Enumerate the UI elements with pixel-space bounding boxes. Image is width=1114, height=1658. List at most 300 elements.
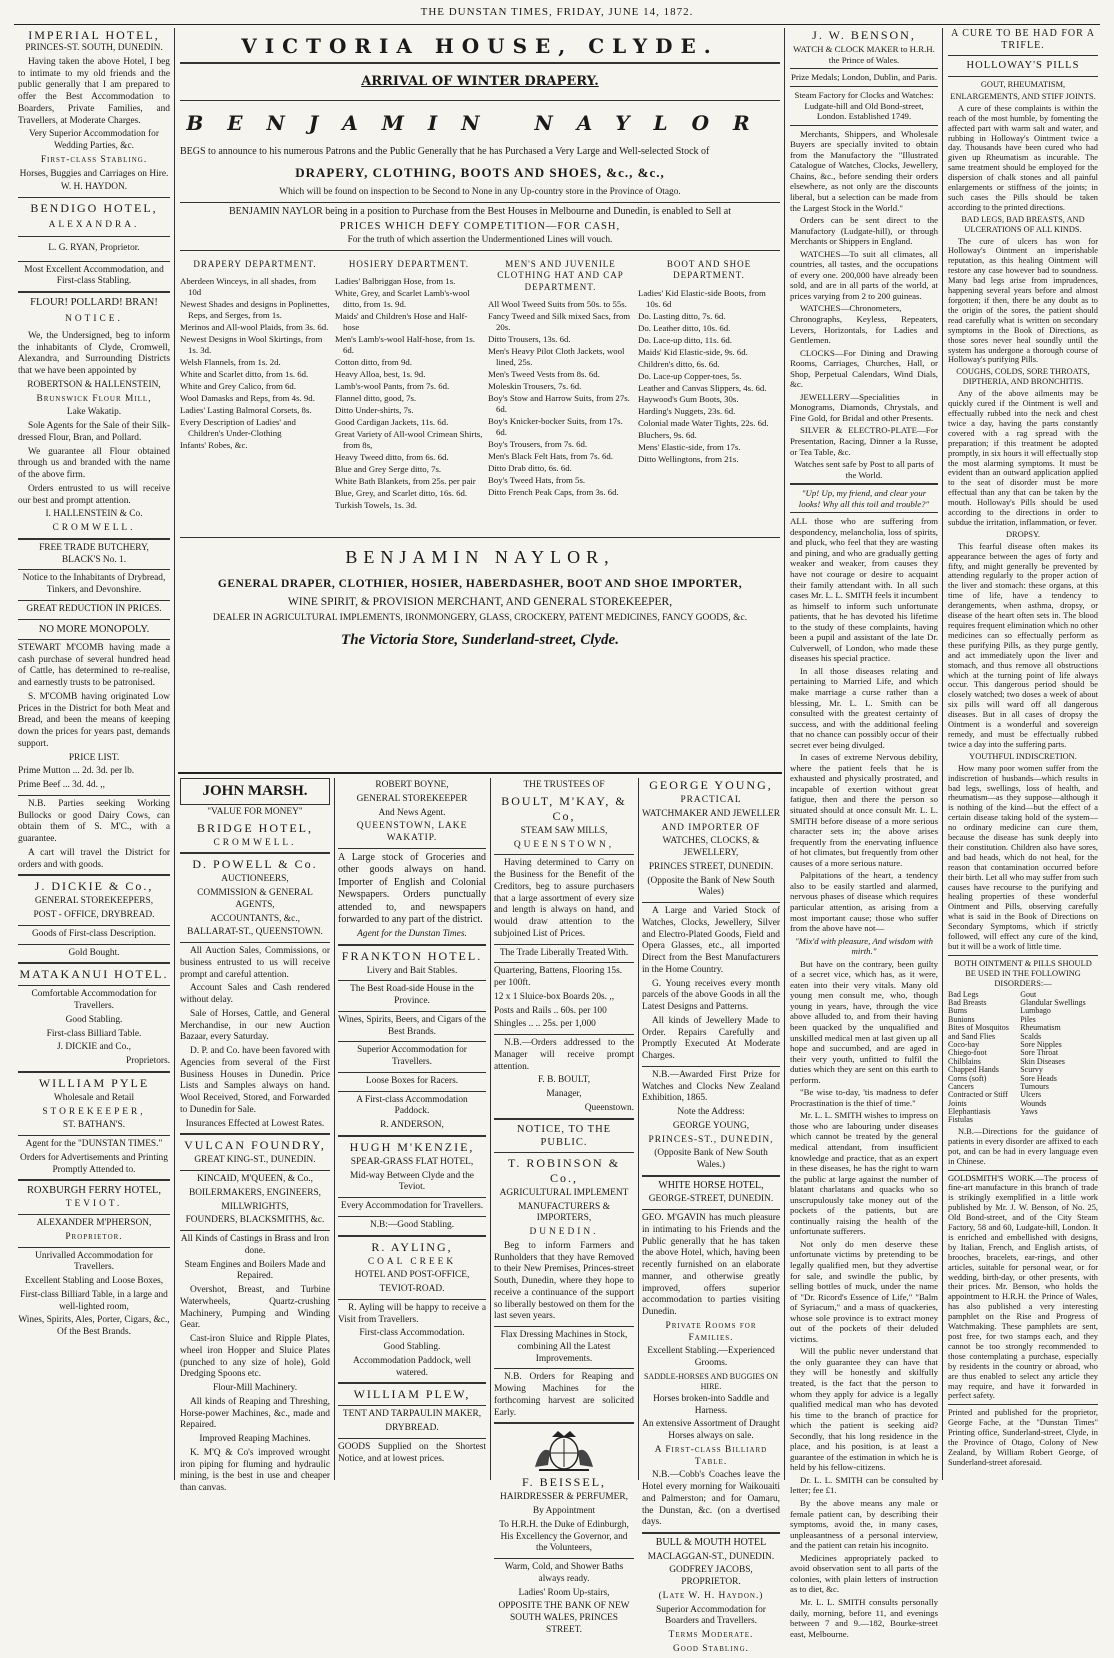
- vulcan-line: Flour-Mill Machinery.: [212, 1383, 298, 1393]
- department-item: Ditto Under-shirts, 7s.: [335, 405, 414, 416]
- vulcan-title: VULCAN FOUNDRY,: [184, 1138, 326, 1153]
- young-title: GEORGE YOUNG,: [649, 778, 773, 792]
- naylor-stock: DRAPERY, CLOTHING, BOOTS AND SHOES, &c., &c.,: [295, 164, 665, 180]
- naylor-truth: For the truth of which assertion the Undermentioned Lines will vouch.: [347, 235, 613, 246]
- frankton-signature: R. ANDERSON,: [380, 1120, 444, 1130]
- robinson-title: T. ROBINSON & Co.,: [507, 1155, 621, 1185]
- holloway-heading: COUGHS, COLDS, SORE THROATS, DIPTHERIA, AND BRONCHITIS.: [956, 367, 1090, 387]
- boyne-title: ROBERT BOYNE,: [375, 780, 449, 790]
- naylor-which: Which will be found on inspection to be Second to None in any Up-country store in the Province of Otago.: [279, 187, 681, 197]
- divider: [18, 795, 170, 796]
- whitehorse-line: Excellent Stabling.—Experienced Grooms.: [647, 1346, 775, 1368]
- department-item: White, Grey, and Scarlet Lamb's-wool ditto, from 1s. 9d.: [335, 288, 470, 310]
- dickie-line: Goods of First-class Description.: [32, 928, 156, 939]
- divider: [948, 955, 1098, 956]
- divider: [790, 483, 938, 485]
- disorder-cell: Wounds: [1020, 1098, 1047, 1108]
- benson-para: Merchants, Shippers, and Wholesale Buyers are specially invited to obtain from the Manufactory the "Illustrated Catalogue of Watches, Clocks, Jewellery, Chains, &c., before sending their orders elsewhere, as not only are the discounts liberal, but a selection can be made from the Largest Stock in the World.": [790, 128, 938, 213]
- imperial-line: First-class Stabling.: [40, 154, 148, 165]
- flour-place: CROMWELL.: [52, 523, 136, 534]
- divider: [18, 236, 170, 237]
- divider: [180, 1170, 330, 1171]
- young-address: Note the Address:: [677, 1107, 745, 1117]
- vulcan-line: All kinds of Reaping and Threshing, Horse-power Machines, &c., made and Repaired.: [180, 1396, 330, 1431]
- pyle-store: STOREKEEPER,: [42, 1106, 146, 1117]
- matakanui-line: Good Stabling.: [65, 1014, 123, 1025]
- young-para: G. Young receives every month parcels of the above Goods in all the Latest Designs and Patterns.: [642, 978, 780, 1012]
- divider: [790, 125, 938, 126]
- divider: [642, 902, 780, 903]
- benson-para: Orders can be sent direct to the Manufactory (Ludgate-hill), or through Merchants or Shippers in England.: [790, 215, 938, 247]
- divider: [494, 1326, 634, 1327]
- young-address: (Opposite Bank of New South Wales.): [654, 1148, 768, 1170]
- holloway-para: Any of the above ailments may be quickly cured if the Ointment is well and effectually rubbed into the neck and chest twice a day, having the parts constantly covered with a rag spread with the preparation; if this treatment be adopted promptly, in six hours it will effectually stop the most alarming symptoms. It must be evident than an outward application applied to the seat of disorder must be more effectual than any that can be taken by the mouth. Holloway's Pills should be used according to the directions in order to subdue the irritation, inflammation, or fever.: [948, 389, 1098, 527]
- divider: [180, 1230, 330, 1231]
- department-item: Infants' Robes, &c.: [180, 440, 248, 451]
- robinson-line: AGRICULTURAL IMPLEMENT: [499, 1187, 629, 1198]
- department-item: Merinos and All-wool Plaids, from 3s. 6d.: [180, 322, 329, 333]
- divider: [642, 1175, 780, 1177]
- roxburgh-title: ROXBURGH FERRY HOTEL,: [26, 1185, 162, 1197]
- divider: [18, 874, 170, 876]
- department-item: Ladies' Kid Elastic-side Boots, from 10s. 6d: [638, 287, 766, 309]
- flour-agents: Sole Agents for the Sale of their Silk-dressed Flour, Bran, and Pollard.: [18, 421, 170, 443]
- divider: [18, 1071, 170, 1073]
- divider: [338, 1405, 486, 1406]
- disorder-cell: Joints: [948, 1098, 967, 1108]
- department-item: Every Description of Ladies' and Children's Under-Clothing: [180, 417, 296, 439]
- bendigo-town: ALEXANDRA.: [48, 220, 140, 230]
- divider: [338, 1011, 486, 1012]
- disorder-cell: Sore Nipples: [1020, 1039, 1062, 1049]
- roxburgh-line: Excellent Stabling and Loose Boxes,: [24, 1276, 164, 1287]
- bendigo-proprietor: L. G. RYAN, Proprietor.: [48, 242, 140, 253]
- department-item: Flannel ditto, good, 7s.: [335, 393, 417, 404]
- department-item: Welsh Flannels, from 1s. 2d.: [180, 357, 281, 368]
- department-item: White and Scarlet ditto, from 1s. 6d.: [180, 369, 309, 380]
- mills-rate: Shingles .. .. 25s. per 1,000: [494, 1019, 596, 1030]
- column-rule: [784, 28, 785, 1480]
- boyne-line: And News Agent.: [378, 807, 446, 818]
- imperial-line: Very Superior Accommodation for Wedding Parties, &c.: [29, 129, 159, 151]
- robinson-line: MANUFACTURERS & IMPORTERS,: [518, 1201, 610, 1224]
- butchery-body: S. M'COMB having originated Low Prices in the District for both Meat and Bread, and been the means of keeping down the prices for years past, demands support.: [18, 691, 170, 749]
- naylor-position: BENJAMIN NAYLOR being in a position to Purchase from the Best Houses in Melbourne and Dunedin, is enabled to Sell at: [228, 205, 732, 217]
- disorder-cell: Chiego-foot: [948, 1048, 987, 1058]
- whitehorse-title: WHITE HORSE HOTEL,: [658, 1179, 764, 1191]
- flour-mill: Brunswick Flour Mill,: [36, 393, 152, 404]
- divider: [18, 1247, 170, 1248]
- divider: [494, 1422, 634, 1424]
- divider: [948, 1404, 1098, 1405]
- benson-line: Prize Medals; London, Dublin, and Paris.: [790, 72, 938, 83]
- column-rule: [334, 778, 335, 1480]
- disorder-cell: Contracted or Stiff: [948, 1090, 1008, 1100]
- naylor-trades: GENERAL DRAPER, CLOTHIER, HOSIER, HABERDASHER, BOOT AND SHOE IMPORTER,: [217, 577, 743, 590]
- frankton-title: FRANKTON HOTEL.: [341, 948, 483, 963]
- mills-rate: Posts and Rails .. 60s. per 100: [494, 1005, 607, 1016]
- smith-para: Will the public never understand that the only guarantee they can have that they will be honestly and skilfully treated, is the fact that the person to whom they apply for advice is a legally qualified medical man who has devoted his time to the branch of practice for which the patient is seeking aid? Secondly, that his long residence in the place, and his position, is at least a guarantee of the estimation in which he is held by his fellow-citizens.: [790, 1346, 938, 1473]
- roxburgh-name: ALEXANDER M'PHERSON,: [36, 1218, 152, 1229]
- divider: [180, 250, 780, 251]
- mills-nb: N.B.—Orders addressed to the Manager will receive prompt attention.: [494, 1038, 634, 1072]
- divider: [642, 1209, 780, 1210]
- divider: [18, 569, 170, 570]
- smith-para: Palpitations of the heart, a tendency also to be easily startled and alarmed, nervous phases of disease which requires particular attention, as arising from a most important cause; those who suffer from the above have not—: [790, 870, 938, 934]
- dickie-title: J. DICKIE & Co.,: [34, 879, 154, 894]
- mills-rate: Quartering, Battens, Flooring 15s. per 100ft.: [494, 966, 623, 988]
- frankton-line: A First-class Accommodation Paddock.: [356, 1094, 468, 1117]
- holloway-para: The cure of ulcers has won for Holloway's Ointment an imperishable reputation, as this healing Ointment will restore any case however bad to soundness. Many bad legs arise from imprudences, happening several years before and almost forgotten; if then, there be any doubt as to the origin of the sores, the patient should read carefully what is written on secondary symptoms in the Book of Directions, as those sores never heal soundly until the system has undergone a thorough course of Holloway's purifying Pills.: [948, 236, 1098, 365]
- matakanui-signature: J. DICKIE and Co.,: [57, 1042, 131, 1053]
- department-item: Fancy Tweed and Silk mixed Sacs, from 20s.: [488, 310, 631, 332]
- disorder-cell: Burns: [948, 1006, 968, 1016]
- smith-quote: "Up! Up, my friend, and clear your looks! Why all this toil and trouble?": [798, 488, 930, 509]
- young-address: PRINCES-ST., DUNEDIN,: [648, 1134, 774, 1145]
- flour-title: FLOUR! POLLARD! BRAN!: [30, 297, 158, 308]
- column-rule: [174, 28, 175, 1480]
- disorder-cell: Cancers: [948, 1081, 974, 1091]
- department-title: DRAPERY DEPARTMENT.: [193, 259, 317, 270]
- mills-rate: 12 x 1 Sluice-box Boards 20s. ,,: [494, 991, 615, 1002]
- benson-para: JEWELLERY—Specialities in Monograms, Diamonds, Chrystals, and Fine Gold, for Bridal and other Presents.: [790, 391, 938, 423]
- holloway-heading: ENLARGEMENTS, AND STIFF JOINTS.: [950, 91, 1096, 101]
- roxburgh-line: Unrivalled Accommodation for Travellers.: [35, 1250, 153, 1273]
- mckenzie-line: Mid-way Between Clyde and the Teviot.: [350, 1170, 474, 1193]
- department-title: MEN'S AND JUVENILE CLOTHING HAT AND CAP DEPARTMENT.: [497, 259, 624, 292]
- department-item: Boy's Trousers, from 7s. 6d.: [488, 438, 588, 449]
- naylor-arrival: ARRIVAL OF WINTER DRAPERY.: [361, 74, 599, 89]
- bull-line: MACLAGGAN-ST., DUNEDIN.: [647, 1551, 775, 1562]
- bull-line: GODFREY JACOBS, PROPRIETOR.: [669, 1565, 753, 1587]
- smith-para: Mr. L. L. SMITH wishes to impress on those who are labouring under diseases which cannot be treated by the general medical attendant, from insufficient knowledge and practice, that as an expert in these diseases, he has the right to warn the public at large against the number of blatant charlatans and quacks who so unscrupulously take money out of the pockets of the patients, but are continually raising the health of the unfortunate sufferers.: [790, 1110, 938, 1237]
- department-item: Maids' Kid Elastic-side, 9s. 6d.: [638, 346, 748, 357]
- powell-para: Sale of Horses, Cattle, and General Merchandise, in our new Auction Bazaar, every Saturday.: [180, 1008, 330, 1043]
- bull-line: (Late W. H. Haydon.): [658, 1590, 764, 1601]
- divider: [338, 1438, 486, 1439]
- robinson-notice: NOTICE, TO THE PUBLIC.: [516, 1123, 612, 1148]
- bull-line: Superior Accommodation for Boarders and Travellers.: [656, 1604, 766, 1627]
- naylor-name-2: BENJAMIN NAYLOR,: [345, 547, 615, 568]
- matakanui-line: Comfortable Accommodation for Travellers.: [31, 989, 157, 1011]
- flour-notice: NOTICE.: [65, 314, 123, 325]
- benson-title: J. W. BENSON,: [812, 28, 916, 42]
- smith-para: But have on the contrary, been guilty of a secret vice, which has, as it were, eaten into their very vitals. Many old young men consult me, who, though young in years, have, through the vice above alluded to, and from their having been quacked by the unqualified and unskilled medical men at last given up all hope and succumbed, and are aged in their very youth, unfitted to fulfil the duties which they are sent on this earth to perform.: [790, 958, 938, 1085]
- smith-para: Dr. L. L. SMITH can be consulted by letter; fee £1.: [790, 1474, 938, 1496]
- powell-para: All Auction Sales, Commissions, or business entrusted to us will receive prompt and careful attention.: [180, 946, 330, 980]
- marsh-town: CROMWELL.: [213, 837, 297, 848]
- pyle-agent: Agent for the "DUNSTAN TIMES.": [25, 1139, 163, 1149]
- holloway-heading: BOTH OINTMENT & PILLS SHOULD BE USED IN THE FOLLOWING DISORDERS:—: [954, 958, 1092, 988]
- holloway-nb: N.B.—Directions for the guidance of patients in every disorder are affixed to each pot, and can be had in every language even in Chinese.: [948, 1126, 1098, 1166]
- frankton-line: Wines, Spirits, Beers, and Cigars of the Best Brands.: [338, 1014, 486, 1037]
- vulcan-line: Improved Reaping Machines.: [199, 1434, 311, 1444]
- benson-para: WATCHES—To suit all climates, all countries, all tastes, and the occupations of every one. 200,000 have already been sold, and are in all parts of the world, at prices varying from 2 to 200 guineas.: [790, 248, 938, 301]
- plew-line: DRYBREAD.: [385, 1423, 439, 1433]
- disorder-cell: Tumours: [1020, 1081, 1049, 1091]
- flour-lake: Lake Wakatip.: [66, 407, 122, 418]
- divider: [338, 1072, 486, 1073]
- price-row: Prime Beef ... 3d. 4d. ,,: [18, 780, 105, 790]
- roxburgh-line: Wines, Spirits, Ales, Porter, Cigars, &c., Of the Best Brands.: [18, 1315, 170, 1338]
- goldsmith-notice: GOLDSMITH'S WORK.—The process of fine-art manufacture in this branch of trade is strikingly exemplified in a little work published by Mr. J. W. Benson, of No. 25, Old Bond-street, and of the City Steam Factory, 58 and 60, Ludgate-hill, London. It is enriched and embellished with designs, by Italian, French, and English artists, of brooches, bracelets, ear-rings, and other articles, suitable for personal wear, or for wedding, birth-day, or other presents, with their prices. Mr. Benson, who holds the appointment to H.R.H. the Prince of Wales, has also published a very interesting pamphlet on the Rise and Progress of Watchmaking. These pamphlets are sent, post free, for two stamps each, and they cannot be too strongly recommended to those contemplating a purchase, especially by residents in the country or abroad, who are thus enabled to select any article they may require, and have it forwarded in perfect safety.: [948, 1173, 1098, 1401]
- young-para: A Large and Varied Stock of Watches, Clocks, Jewellery, Silver and Electro-Plated Goods, Field and Opera Glasses, etc., all imported Direct from the Best Manufacturers in the Home Country.: [642, 906, 780, 975]
- holloway-heading: GOUT, RHEUMATISM,: [980, 79, 1066, 89]
- column-rule: [942, 28, 943, 1480]
- holloway-para: A cure of these complaints is within the reach of the most humble, by fomenting the affected part with warm salt and water, and rubbing in Holloway's Ointment twice a day. Thousands have been cured who had given up Rheumatism as incurable. The same treatment should be employed for the dispersion of chalk stones and all painful enlargements or stiffness of the joints; in such cases the Pills should be taken according to the printed directions.: [948, 103, 1098, 212]
- department-item: Ditto French Peak Caps, from 3s. 6d.: [488, 486, 619, 497]
- divider: [790, 86, 938, 87]
- divider: [494, 1368, 634, 1369]
- ayling-line: COAL CREEK: [367, 1256, 457, 1267]
- flour-body: We, the Undersigned, beg to inform the inhabitants of Clyde, Cromwell, Alexandra, and Surrounding Districts that we have been appointed by: [18, 330, 170, 377]
- department-item: Haywood's Gum Boots, 30s.: [638, 394, 739, 405]
- divider: [18, 1179, 170, 1181]
- masthead: THE DUNSTAN TIMES, FRIDAY, JUNE 14, 1872.: [420, 6, 694, 18]
- whitehorse-line: N.B.—Cobb's Coaches leave the Hotel every morning for Waikouaiti and Palmerston; and for Oamaru, the Dunstan, &c. (on a dvertised days.: [642, 1470, 780, 1528]
- disorder-cell: Sore Throat: [1020, 1048, 1059, 1058]
- butchery-great: GREAT REDUCTION IN PRICES.: [26, 603, 162, 614]
- young-line: WATCHMAKER AND JEWELLER: [642, 808, 781, 819]
- divider: [642, 1532, 780, 1534]
- royal-crest-icon: [529, 1427, 599, 1473]
- ayling-title: R. AYLING,: [371, 1239, 453, 1254]
- department-item: Bluchers, 9s. 6d.: [638, 430, 697, 441]
- disorder-cell: Skin Diseases: [1020, 1056, 1065, 1066]
- butchery-name: BLACK'S No. 1.: [61, 554, 127, 565]
- whitehorse-line: A First-class Billiard Table.: [654, 1444, 768, 1467]
- marsh-title: JOHN MARSH.: [202, 783, 308, 799]
- benson-line: Steam Factory for Clocks and Watches: Ludgate-hill and Old Bond-street, London. Established 1749.: [794, 90, 934, 122]
- column-rule: [490, 778, 491, 1480]
- holloway-heading: DROPSY.: [1005, 529, 1041, 539]
- mills-line: QUEENSTOWN,: [513, 839, 615, 850]
- disorder-cell: Chilblains: [948, 1056, 981, 1066]
- department-item: White Bath Blankets, from 25s. per pair: [335, 476, 476, 487]
- divider: [18, 197, 170, 198]
- smith-para: "Be wise to-day, 'tis madness to defer Procrastination is the thief of time.": [790, 1087, 938, 1108]
- butchery-monopoly: NO MORE MONOPOLY.: [38, 623, 150, 635]
- department-item: All Wool Tweed Suits from 50s. to 55s.: [488, 298, 627, 309]
- department-item: Maids' and Children's Hose and Half-hose: [335, 311, 468, 333]
- department-item: Newest Shades and designs in Poplinettes, Reps, and Serges, from 1s.: [180, 299, 330, 321]
- divider: [494, 854, 634, 855]
- pyle-orders: Orders for Advertisements and Printing Promptly Attended to.: [20, 1152, 168, 1175]
- printer-imprint: Printed and published for the proprietor, George Fache, at the "Dunstan Times" Printing office, Sunderland-street, Clyde, in the Province of Otago, Colony of New Zealand, by William Robert George, of Sunderland-street aforesaid.: [948, 1408, 1098, 1467]
- divider: [338, 1216, 486, 1217]
- price-list-title: PRICE LIST.: [68, 752, 120, 763]
- divider: [494, 1034, 634, 1035]
- divider: [338, 1041, 486, 1042]
- divider: [338, 848, 486, 849]
- divider: [338, 1091, 486, 1092]
- beissel-line: By Appointment: [532, 1506, 596, 1516]
- department-item: Blue, Grey, and Scarlet ditto, 16s. 6d.: [335, 488, 468, 499]
- department-item: Mens' Elastic-side, from 17s.: [638, 442, 741, 453]
- plew-line: GOODS Supplied on the Shortest Notice, and at lowest prices.: [338, 1441, 486, 1464]
- divider: [18, 1214, 170, 1215]
- department-item: Cotton ditto, from 9d.: [335, 357, 412, 368]
- department-boots: [638, 259, 780, 466]
- whitehorse-line: GEORGE-STREET, DUNEDIN.: [648, 1194, 774, 1205]
- department-list: [488, 299, 633, 498]
- column-5: [948, 28, 1098, 1470]
- young-line: PRACTICAL: [680, 795, 742, 805]
- ayling-line: HOTEL AND POST-OFFICE,: [354, 1270, 470, 1281]
- divider: [790, 68, 938, 69]
- department-list: [638, 288, 780, 466]
- disorder-cell: Gout: [1020, 989, 1037, 999]
- mills-title: BOULT, M'KAY, & Co,: [501, 793, 627, 823]
- divider: [948, 76, 1098, 77]
- young-address: GEORGE YOUNG,: [672, 1120, 750, 1131]
- department-item: Men's Tweed Vests from 8s. 6d.: [488, 368, 600, 379]
- divider: [180, 1133, 330, 1135]
- frankton-line: The Best Road-side House in the Province.: [350, 984, 474, 1006]
- young-para: All kinds of Jewellery Made to Order. Repairs Carefully and Promptly Executed At Moderate Charges.: [642, 1015, 780, 1061]
- benson-para: CLOCKS—For Dining and Drawing Rooms, Carriages, Churches, Hall, or Shop, Perpetual Calendars, Wind Dials, &c.: [790, 347, 938, 390]
- whitehorse-line: Horses broken-into Saddle and Harness.: [653, 1393, 769, 1416]
- department-hosiery: [335, 259, 483, 512]
- plew-title: WILLIAM PLEW,: [353, 1387, 471, 1402]
- boyne-agent: Agent for the Dunstan Times.: [357, 928, 467, 939]
- vulcan-line: All Kinds of Castings in Brass and Iron done.: [180, 1234, 330, 1256]
- vulcan-firm: KINCAID, M'QUEEN, & Co.,: [196, 1174, 313, 1184]
- ayling-line: R. Ayling will be happy to receive a Visit from Travellers.: [338, 1302, 486, 1325]
- department-item: Do. Leather ditto, 10s. 6d.: [638, 322, 731, 333]
- divider: [338, 1299, 486, 1300]
- robinson-body: Beg to inform Farmers and Runholders that they have Removed to their New Premises, Princes-street South, Dunedin, where they hope to receive a continuance of the support so liberally bestowed on them for the last seven years.: [494, 1240, 634, 1322]
- roxburgh-town: TEVIOT.: [65, 1199, 123, 1210]
- imperial-body: Having taken the above Hotel, I beg to intimate to my old friends and the public generally that I am prepared to offer the Best Accommodation to Boarders, Private Families, and Travellers, at Moderate Charges.: [18, 56, 170, 126]
- department-drapery: [180, 259, 330, 452]
- disorder-cell: Coco-bay: [948, 1039, 980, 1049]
- flour-firm: ROBERTSON & HALLENSTEIN,: [27, 379, 161, 390]
- benson-para: SILVER & ELECTRO-PLATE—For Presentation, Racing, Dinner a la Russe, or Tea Table, &c.: [790, 425, 938, 457]
- vulcan-trade: BOILERMAKERS, ENGINEERS,: [188, 1187, 322, 1198]
- divider: [790, 512, 938, 513]
- department-item: Aberdeen Winceys, in all shades, from 10d: [180, 276, 317, 298]
- boyne-body: A Large stock of Groceries and other goods always on hand. Importer of English and Colonial Newspapers. Orders punctually attended to, and newspapers forwarded to any part of the district.: [338, 851, 486, 926]
- department-item: Leather and Canvas Slippers, 4s. 6d.: [638, 382, 767, 393]
- divider: [18, 619, 170, 620]
- divider: [180, 202, 780, 203]
- disorder-cell: Fistulas: [948, 1115, 973, 1125]
- mills-signature: F. B. BOULT,: [537, 1075, 591, 1086]
- disorder-cell: Yaws: [1020, 1107, 1038, 1117]
- mills-manager: Manager,: [546, 1089, 582, 1099]
- department-item: Children's ditto, 6s. 6d.: [638, 358, 720, 369]
- mills-line: STEAM SAW MILLS,: [520, 825, 608, 836]
- bendigo-line: Most Excellent Accommodation, and First-class Stabling.: [24, 264, 164, 287]
- department-item: Heavy Tweed ditto, from 6s. 6d.: [335, 452, 449, 463]
- vulcan-trade: MILLWRIGHTS,: [221, 1201, 289, 1212]
- imperial-line: Horses, Buggies and Carriages on Hire.: [19, 168, 169, 179]
- divider: [642, 1066, 780, 1067]
- divider: [338, 1382, 486, 1384]
- department-item: Lamb's-wool Pants, from 7s. 6d.: [335, 381, 450, 392]
- matakanui-prop: Proprietors.: [125, 1056, 170, 1066]
- disorder-cell: Chapped Hands: [948, 1065, 999, 1075]
- disorder-cell: Bad Breasts: [948, 998, 987, 1008]
- powell-line: COMMISSION & GENERAL AGENTS,: [197, 888, 313, 910]
- frankton-line: Superior Accommodation for Travellers.: [357, 1045, 467, 1067]
- vulcan-line: Overshot, Breast, and Turbine Waterwheels, Quartz-crushing Machinery, Pumping and Winding Gear.: [180, 1285, 330, 1331]
- disorder-cell: and Sand Flies: [948, 1031, 996, 1041]
- smith-para: By the above means any male or female patient can, by describing their symptoms, avoid the, in many cases, unpleasantness of a personal interview, and the patient can retain his incognito.: [790, 1498, 938, 1551]
- dickie-sub: GENERAL STOREKEEPERS,: [34, 896, 154, 907]
- divider: [178, 772, 782, 774]
- department-item: Turkish Towels, 1s. 3d.: [335, 500, 417, 511]
- disorder-cell: Bad Legs: [948, 989, 979, 999]
- department-item: Do. Lasting ditto, 7s. 6d.: [638, 310, 726, 321]
- disorder-row: [948, 1116, 1098, 1124]
- marsh-value: "VALUE FOR MONEY": [207, 806, 303, 817]
- butchery-body: STEWART M'COMB having made a cash purchase of several hundred head of Cattle, has determined to re-realise, and earnestly trusts to be patronised.: [18, 642, 170, 688]
- holloway-para: This fearful disease often makes its appearance between the ages of forty and fifty, and might generally be prevented by attending regularly to the proper action of the liver and stomach: these organs, at this time of life, have a tendency to derangements, when asthma, dropsy, or disease of the heart often sets in. The blood requires frequent elimination which no other medicines can so effectually perform as these purifying Pills, as they purge gently, and act immediately upon the liver and stomach, and thus remove all obstructions which at the turning point of life always occur. This dangerous period should be closely watched; two doses a week of about six pills will ward off all dangerous diseases. But in all cases of dropsy the Ointment is a wonderful and sovereign remedy, and must be effectually rubbed twice a day into the suffering parts.: [948, 541, 1098, 749]
- roxburgh-line: First-class Billiard Table, in a large and well-lighted room,: [20, 1289, 168, 1312]
- departments: [180, 259, 780, 534]
- robinson-nb: N.B. Orders for Reaping and Mowing Machines for the forthcoming harvest are solicited Early.: [494, 1372, 634, 1418]
- flour-orders: Orders entrusted to us will receive our best and prompt attention.: [18, 483, 170, 506]
- department-item: Men's Black Felt Hats, from 7s. 6d.: [488, 450, 613, 461]
- disorder-cell: Elephantiasis: [948, 1107, 991, 1117]
- disorder-cell: Sore Heads: [1020, 1073, 1057, 1083]
- ayling-line: TEVIOT-ROAD.: [379, 1284, 445, 1294]
- whitehorse-line: SADDLE-HORSES AND BUGGIES ON HIRE.: [643, 1371, 778, 1391]
- benson-para: WATCHES—Chronometers, Chronographs, Keyless, Repeaters, Levers, Horizontals, for Ladies and Gentlemen.: [790, 303, 938, 346]
- disorder-cell: [1020, 1116, 1098, 1124]
- department-item: Ditto Wellingtons, from 21s.: [638, 454, 739, 465]
- smith-para: Mr. L. L. SMITH consults personally daily, morning, before 11, and evenings between 7 and 9.—182, Bourke-street east, Melbourne.: [790, 1596, 938, 1639]
- naylor-name: BENJAMIN NAYLOR: [186, 111, 774, 136]
- imperial-signature: W. H. HAYDON.: [60, 182, 128, 193]
- disorder-cell: Scalds: [1020, 1031, 1042, 1041]
- column-2d: [642, 778, 780, 1658]
- smith-para: In cases of extreme Nervous debility, where the patient feels that he is exhausted and physically prostrated, and incapable of exertion without great fatigue, then and there the person so situated should at once consult Mr. L. L. SMITH before disease of a more serious character sets in; the above arises frequently from the enervating influence of hot climates, but frequently from other causes of a more serious nature.: [790, 752, 938, 868]
- divider: [180, 100, 780, 101]
- young-line: AND IMPORTER OF: [661, 822, 761, 833]
- ayling-line: Good Stabling.: [383, 1342, 441, 1352]
- naylor-wine: WINE SPIRIT, & PROVISION MERCHANT, AND GENERAL STOREKEEPER,: [287, 596, 673, 608]
- holloway-heading: BAD LEGS, BAD BREASTS, AND ULCERATIONS OF ALL KINDS.: [961, 214, 1085, 234]
- divider: [18, 291, 170, 293]
- divider: [338, 1135, 486, 1137]
- disorder-cell: Bites of Mosquitos: [948, 1023, 1009, 1033]
- young-line: (Opposite the Bank of New South Wales): [647, 875, 775, 898]
- powell-line: ACCOUNTANTS, &c.,: [210, 913, 300, 924]
- flour-guarantee: We guarantee all Flour obtained through us and branded with the name of the above firm.: [18, 446, 170, 481]
- beissel-line: HAIRDRESSER & PERFUMER,: [500, 1492, 628, 1503]
- holloway-para: How many poor women suffer from the indiscretion of husbands—which results in bad legs, swellings, loss of health, and rheumatism—as they suppose—although it is nothing of the kind—but the effect of a certain disease taking hold of the system—no ordinary medicine can cure them, because the disease has sunk deeply into their constitution. Children also have sores, and bad heads, which do not heal, for the reason that contamination occurred before their birth. Let all who may suffer from such causes have recourse to the purifying and healing properties of these wonderful Ointment and Pills, observing carefully what is said in the Book of Directions on Secondary Symptoms, which if strictly followed, will effect any cure of the kind, but it will be a work of little time.: [948, 763, 1098, 951]
- mckenzie-title: HUGH M'KENZIE,: [349, 1139, 475, 1154]
- matakanui-title: MATAKANUI HOTEL.: [19, 967, 169, 982]
- young-nb: N.B.—Awarded First Prize for Watches and Clocks New Zealand Exhibition, 1865.: [642, 1069, 780, 1104]
- roxburgh-prop: Proprietor.: [65, 1231, 123, 1242]
- boyne-line: GENERAL STOREKEEPER: [356, 793, 468, 804]
- department-item: Colonial made Water Tights, 22s. 6d.: [638, 418, 769, 429]
- divider: [18, 985, 170, 986]
- frankton-line: Livery and Bait Stables.: [366, 965, 458, 976]
- disorders-table: [948, 991, 1098, 1125]
- boyne-line: QUEENSTOWN, LAKE WAKATIP.: [356, 821, 468, 843]
- divider: [948, 55, 1098, 56]
- pyle-place: ST. BATHAN'S.: [62, 1120, 126, 1131]
- young-line: WATCHES, CLOCKS, & JEWELLERY,: [662, 836, 760, 858]
- bull-title: BULL & MOUTH HOTEL: [655, 1537, 767, 1548]
- divider: [338, 980, 486, 981]
- disorder-cell: Scurvy: [1020, 1065, 1043, 1075]
